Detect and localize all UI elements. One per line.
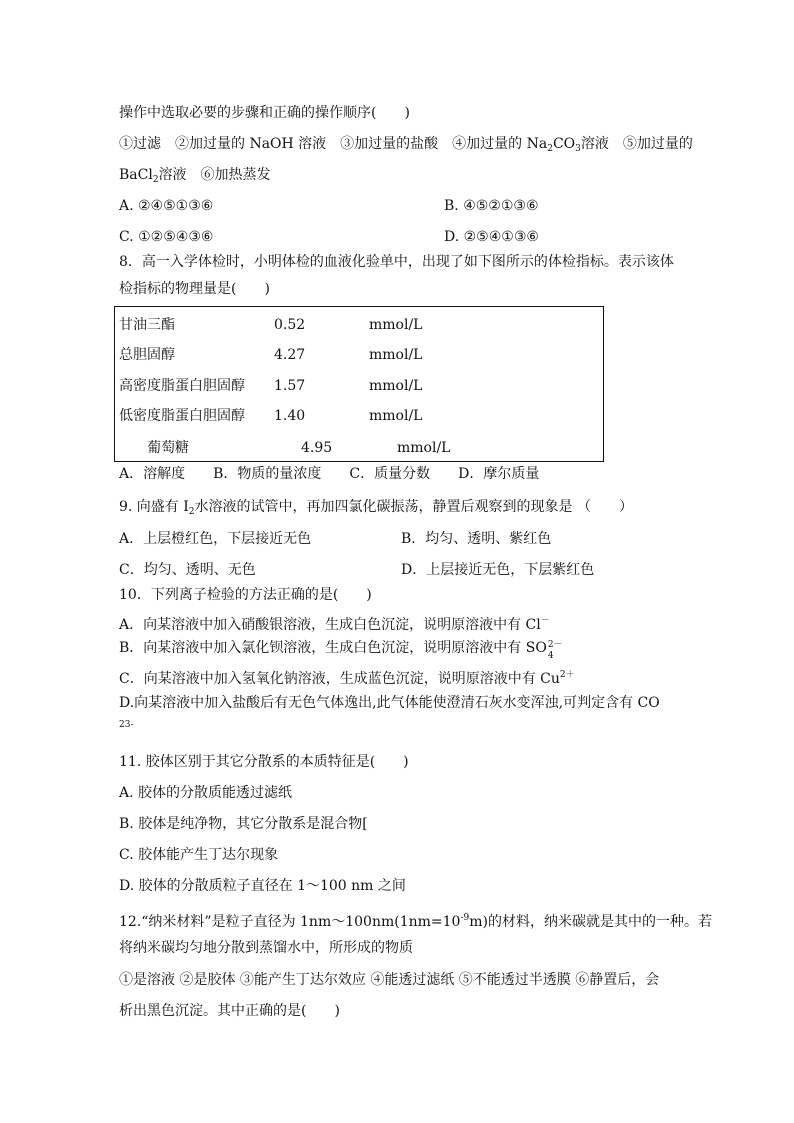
table-row-unit: mmol/L xyxy=(369,317,423,333)
q9-option-a: A．上层橙红色，下层接近无色 xyxy=(119,531,312,547)
table-row-name: 甘油三酯 xyxy=(119,317,175,333)
q9-option-b: B．均匀、透明、紫红色 xyxy=(401,531,552,547)
q7-steps-line1: ①过滤 ②加过量的 NaOH 溶液 ③加过量的盐酸 ④加过量的 $Na_2CO_3$溶液 ⑤加过量的 xyxy=(119,136,693,154)
q11-option-b: B. 胶体是纯净物，其它分散系是混合物[ xyxy=(119,816,368,832)
q7-option-a: A. ②④⑤①③⑥ xyxy=(119,198,214,214)
q9-option-d: D．上层接近无色，下层紫红色 xyxy=(401,562,595,578)
q10-option-a: A．向某溶液中加入硝酸银溶液，生成白色沉淀，说明原溶液中有 Cl－ xyxy=(119,616,550,633)
q12-line3: ①是溶液 ②是胶体 ③能产生丁达尔效应 ④能透过滤纸 ⑤不能透过半透膜 ⑥静置后，会 xyxy=(119,972,660,988)
q10-option-c: C．向某溶液中加入氢氧化钠溶液，生成蓝色沉淀，说明原溶液中有 $Cu^{2+}$ xyxy=(119,670,575,687)
table-row-name: 葡萄糖 xyxy=(147,440,189,456)
q9-stem: 9. 向盛有 $I_2$水溶液的试管中，再加四氯化碳振荡，静置后观察到的现象是 （ ） xyxy=(119,499,633,517)
table-row-name: 总胆固醇 xyxy=(119,347,175,363)
q8-stem-line2: 检指标的物理量是( ) xyxy=(119,281,270,297)
q11-option-d: D. 胶体的分散质粒子直径在 1～100 nm 之间 xyxy=(119,878,406,894)
q9-option-c: C．均匀、透明、无色 xyxy=(119,562,256,578)
q12-line4: 析出黑色沉淀。其中正确的是( ) xyxy=(119,1003,340,1019)
q7-stem: 操作中选取必要的步骤和正确的操作顺序( ) xyxy=(119,105,410,121)
table-row-name: 低密度脂蛋白胆固醇 xyxy=(119,408,245,424)
q7-steps-line2: BaCl$_2$溶液 ⑥加热蒸发 xyxy=(119,167,271,185)
table-row-unit: mmol/L xyxy=(369,347,423,363)
q12-line1: 12.“纳米材料”是粒子直径为 $1nm\sim 100nm(1nm=10^{-9}m)$的材料，纳米碳就是其中的一种。若 xyxy=(119,913,712,930)
table-row-unit: mmol/L xyxy=(369,408,423,424)
table-row-name: 高密度脂蛋白胆固醇 xyxy=(119,378,245,394)
q10-option-d: D.向某溶液中加入盐酸后有无色气体逸出,此气体能使澄清石灰水变浑浊,可判定含有 CO xyxy=(119,695,660,711)
q11-option-a: A. 胶体的分散质能透过滤纸 xyxy=(119,785,293,801)
lab-results-table xyxy=(114,306,604,462)
table-row-value: 1.57 xyxy=(274,378,306,394)
q10-option-b: B．向某溶液中加入氯化钡溶液，生成白色沉淀，说明原溶液中有 SO 2－ 4 xyxy=(119,640,563,661)
q7-option-d: D. ②⑤④①③⑥ xyxy=(444,229,539,245)
q10-stem: 10．下列离子检验的方法正确的是( ) xyxy=(119,587,372,603)
table-row-value: 1.40 xyxy=(274,408,306,424)
table-row-value: 4.95 xyxy=(301,440,333,456)
table-row-unit: mmol/L xyxy=(397,440,451,456)
q10-option-d-tail: 23- xyxy=(119,720,134,730)
q7-option-b: B. ④⑤②①③⑥ xyxy=(444,198,539,214)
q12-line2: 将纳米碳均匀地分散到蒸馏水中，所形成的物质 xyxy=(119,940,413,956)
table-row-value: 0.52 xyxy=(274,317,306,333)
table-row-value: 4.27 xyxy=(274,347,306,363)
q11-option-c: C. 胶体能产生丁达尔现象 xyxy=(119,847,279,863)
q11-stem: 11. 胶体区别于其它分散系的本质特征是( ) xyxy=(119,754,409,770)
q7-option-c: C. ①②⑤④③⑥ xyxy=(119,229,214,245)
q8-options: A．溶解度 B．物质的量浓度 C．质量分数 D．摩尔质量 xyxy=(119,466,540,482)
table-row-unit: mmol/L xyxy=(369,378,423,394)
q8-stem-line1: 8．高一入学体检时，小明体检的血液化验单中，出现了如下图所示的体检指标。表示该体 xyxy=(119,254,674,270)
